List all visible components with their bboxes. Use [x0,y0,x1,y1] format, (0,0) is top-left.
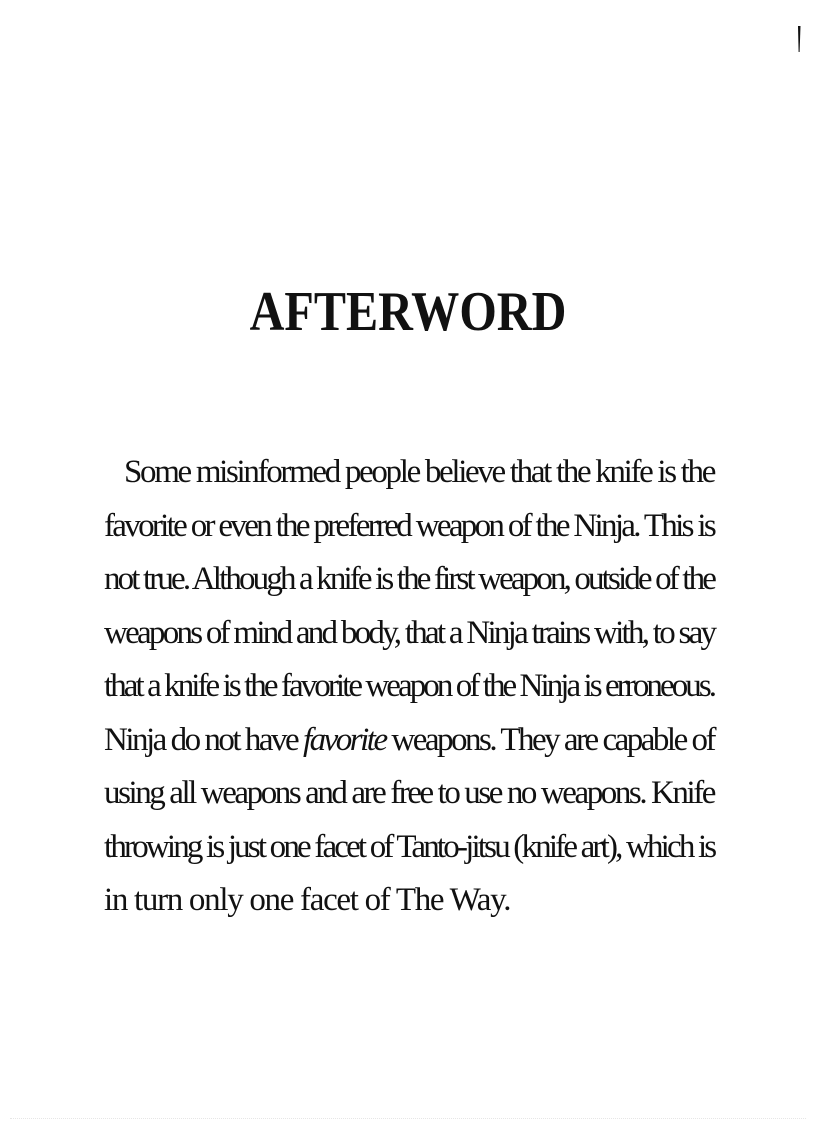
chapter-title: AFTERWORD [249,281,567,343]
line-segment: Ninja do not have [104,721,298,758]
corner-tick-mark [797,26,801,52]
page-bottom-edge [10,1118,806,1119]
paragraph-line: not true. Although a knife is the first weapon, outside of the [104,561,714,597]
paragraph-line: throwing is just one facet of Tanto-jitsu (knife art), which is [104,828,715,865]
paragraph-line: that a knife is the favorite weapon of the Ninja is erroneous. [104,668,715,704]
paragraph-line: in turn only one facet of The Way. [104,882,511,918]
paragraph-line: weapons of mind and body, that a Ninja trains with, to say [104,614,715,651]
line-segment: weapons. They are capable of [391,721,715,758]
paragraph-line: using all weapons and are free to use no weapons. Knife [104,775,714,811]
paragraph-line: favorite or even the preferred weapon of the Ninja. This is [104,507,714,544]
emphasized-word: favorite [302,721,386,758]
paragraph-line: Some misinformed people believe that the knife is the [124,454,715,490]
body-paragraph [104,446,714,928]
paragraph-line [104,714,714,768]
